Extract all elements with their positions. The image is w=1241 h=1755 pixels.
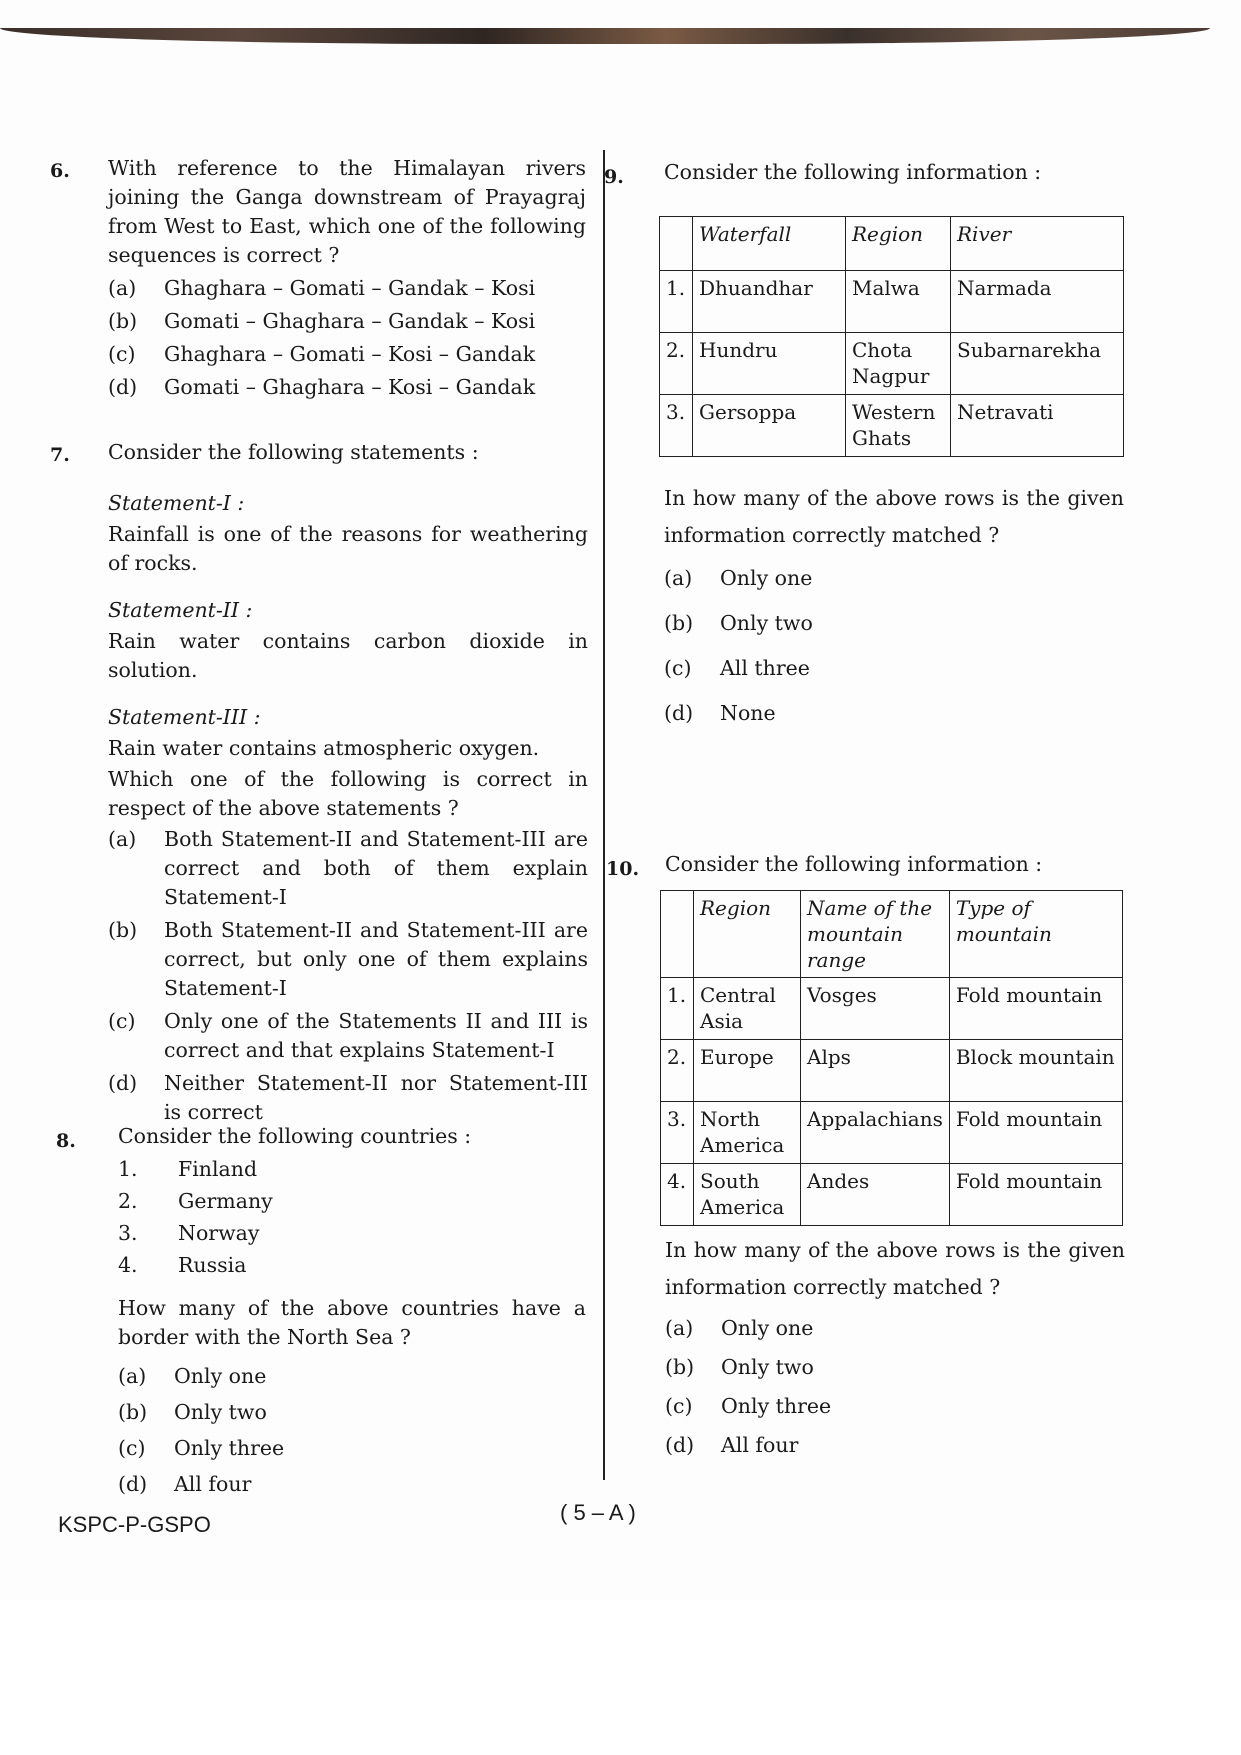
q7-option-b[interactable]: (b) Both Statement-II and Statement-III are correct, but only one of them explains Statement-I [108, 918, 588, 1000]
q10-option-c[interactable]: (c) Only three [665, 1394, 832, 1418]
q8-item-2: 2. Germany [118, 1189, 273, 1213]
q9-question-block [664, 480, 1124, 732]
q9-table-row: 3. Gersoppa Western Ghats Netravati [660, 395, 1124, 457]
q8-question: How many of the above countries have a border with the North Sea ? [118, 1296, 586, 1349]
page-number: ( 5 – A ) [560, 1500, 636, 1525]
q10-table [660, 890, 1123, 1226]
q10-option-a[interactable]: (a) Only one [665, 1316, 814, 1340]
q10-option-b[interactable]: (b) Only two [665, 1355, 814, 1379]
q7-option-d[interactable]: (d) Neither Statement-II nor Statement-III is correct [108, 1071, 588, 1124]
q7-intro: Consider the following statements : [108, 440, 479, 464]
q10-table-row: 1. Central Asia Vosges Fold mountain [661, 978, 1123, 1040]
q7-option-a[interactable]: (a) Both Statement-II and Statement-III are correct and both of them explain Statement-I [108, 827, 588, 909]
q6-stem: With reference to the Himalayan rivers joining the Ganga downstream of Prayagraj from West to East, which one of the following sequences is correct ? [108, 156, 586, 267]
q9-table-row: 2. Hundru Chota Nagpur Subarnarekha [660, 333, 1124, 395]
q9-question: In how many of the above rows is the given information correctly matched ? [664, 486, 1124, 547]
question-7 [108, 438, 588, 1127]
paper-code: KSPC-P-GSPO [58, 1512, 211, 1537]
q9-option-b[interactable]: (b) Only two [664, 611, 813, 635]
q9-number: 9. [604, 166, 624, 188]
q10-intro: Consider the following information : [665, 852, 1043, 876]
q7-statement-3-text: Rain water contains atmospheric oxygen. [108, 736, 540, 760]
q9-option-a[interactable]: (a) Only one [664, 566, 813, 590]
q8-option-b[interactable]: (b) Only two [118, 1400, 267, 1424]
q9-intro: Consider the following information : [664, 160, 1042, 184]
question-6 [108, 154, 586, 402]
q9-table [659, 216, 1124, 457]
q10-question-block [665, 1232, 1125, 1464]
q10-number: 10. [606, 858, 640, 880]
q6-option-a[interactable]: (a) Ghaghara – Gomati – Gandak – Kosi [108, 276, 536, 300]
question-8 [118, 1122, 586, 1499]
q10-option-d[interactable]: (d) All four [665, 1433, 799, 1457]
q8-item-3: 3. Norway [118, 1221, 260, 1245]
q8-option-a[interactable]: (a) Only one [118, 1364, 267, 1388]
q7-statement-2-title: Statement-II : [108, 598, 253, 622]
q9-table-row: 1. Dhuandhar Malwa Narmada [660, 271, 1124, 333]
q7-number: 7. [50, 444, 70, 466]
q6-option-c[interactable]: (c) Ghaghara – Gomati – Kosi – Gandak [108, 342, 536, 366]
q8-option-d[interactable]: (d) All four [118, 1472, 252, 1496]
q7-question: Which one of the following is correct in respect of the above statements ? [108, 767, 588, 820]
q9-option-c[interactable]: (c) All three [664, 656, 810, 680]
q8-item-1: 1. Finland [118, 1157, 258, 1181]
q10-question: In how many of the above rows is the given information correctly matched ? [665, 1238, 1125, 1299]
q8-intro: Consider the following countries : [118, 1124, 472, 1148]
q10-table-row: 3. North America Appalachians Fold mountain [661, 1102, 1123, 1164]
scan-edge-strip [0, 28, 1210, 44]
q10-table-row: 2. Europe Alps Block mountain [661, 1040, 1123, 1102]
column-divider [603, 150, 605, 1480]
q7-option-c[interactable]: (c) Only one of the Statements II and III is correct and that explains Statement-I [108, 1009, 588, 1062]
q6-option-d[interactable]: (d) Gomati – Ghaghara – Kosi – Gandak [108, 375, 536, 399]
q8-item-4: 4. Russia [118, 1253, 247, 1277]
question-9 [664, 158, 1134, 187]
q7-statement-1-text: Rainfall is one of the reasons for weathering of rocks. [108, 522, 588, 575]
q7-statement-1-title: Statement-I : [108, 491, 245, 515]
q8-number: 8. [56, 1130, 76, 1152]
q7-statement-2-text: Rain water contains carbon dioxide in solution. [108, 629, 588, 682]
q7-statement-3-title: Statement-III : [108, 705, 261, 729]
q9-option-d[interactable]: (d) None [664, 701, 776, 725]
q10-table-row: 4. South America Andes Fold mountain [661, 1164, 1123, 1226]
q6-number: 6. [50, 160, 70, 182]
q6-option-b[interactable]: (b) Gomati – Ghaghara – Gandak – Kosi [108, 309, 536, 333]
question-10 [665, 850, 1135, 879]
q10-table-header: Region Name of the mountain range Type of mountain [661, 891, 1123, 978]
q9-table-header: Waterfall Region River [660, 217, 1124, 271]
q8-option-c[interactable]: (c) Only three [118, 1436, 285, 1460]
